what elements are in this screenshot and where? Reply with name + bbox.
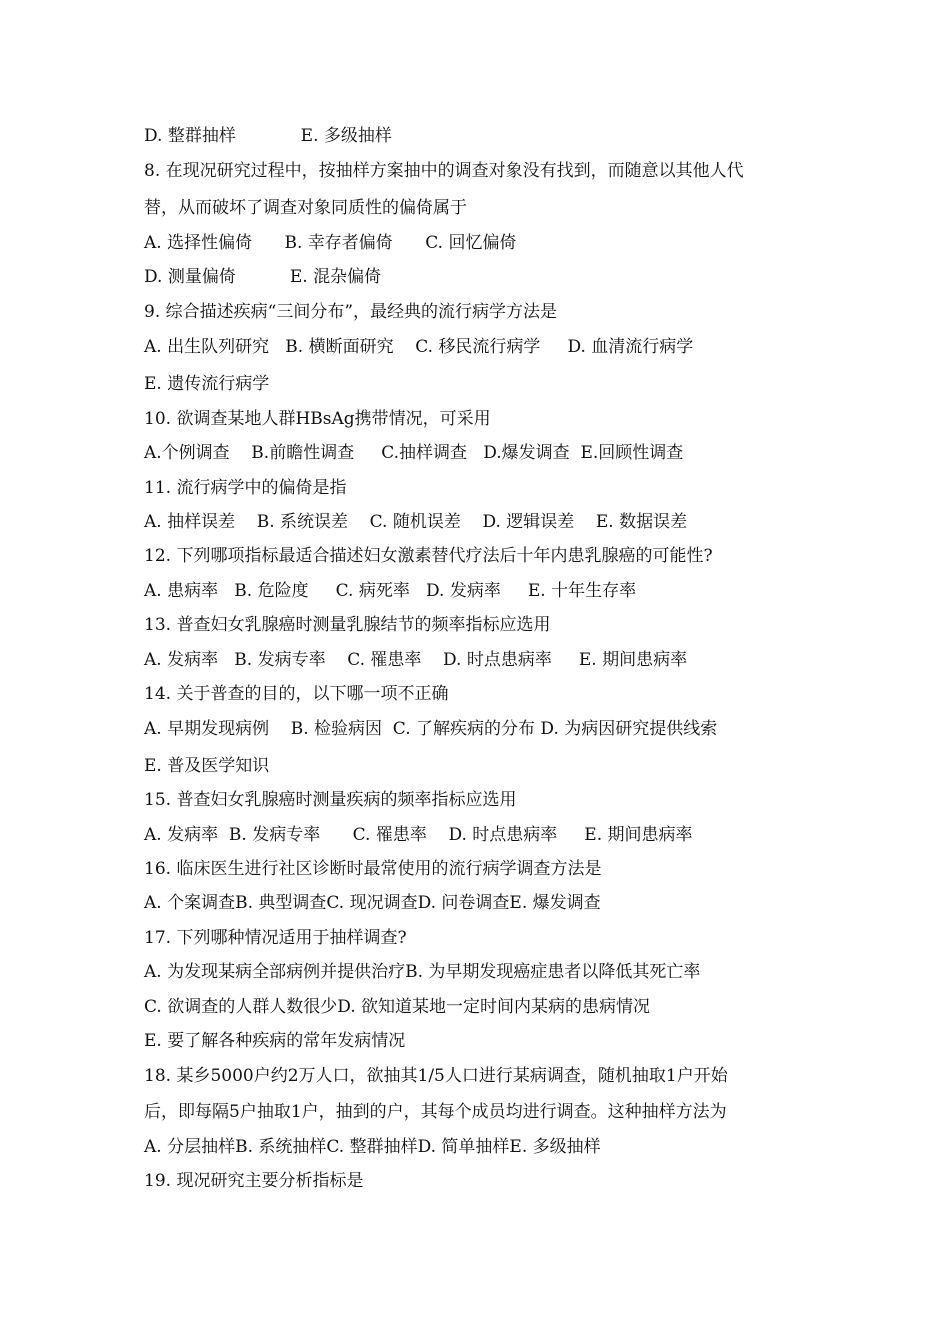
question-8: 8. 在现况研究过程中，按抽样方案抽中的调查对象没有找到，而随意以其他人代 (144, 161, 744, 181)
answer-options: A. 发病率 B. 发病专率 C. 罹患率 D. 时点患病率 E. 期间患病率 (144, 825, 693, 845)
question-15: 15. 普查妇女乳腺癌时测量疾病的频率指标应选用 (144, 790, 517, 810)
question-10: 10. 欲调查某地人群HBsAg携带情况，可采用 (144, 409, 491, 429)
answer-options: A. 个案调查B. 典型调查C. 现况调查D. 问卷调查E. 爆发调查 (144, 893, 601, 913)
question-11: 11. 流行病学中的偏倚是指 (144, 478, 347, 498)
question-17: 17. 下列哪种情况适用于抽样调查? (144, 928, 407, 948)
question-9: 9. 综合描述疾病“三间分布”，最经典的流行病学方法是 (144, 302, 558, 322)
answer-options: A. 选择性偏倚 B. 幸存者偏倚 C. 回忆偏倚 (144, 233, 517, 253)
text-line: 替，从而破坏了调查对象同质性的偏倚属于 (144, 198, 467, 218)
answer-options: A. 患病率 B. 危险度 C. 病死率 D. 发病率 E. 十年生存率 (144, 581, 637, 601)
answer-options: E. 遗传流行病学 (144, 374, 270, 394)
question-14: 14. 关于普查的目的，以下哪一项不正确 (144, 684, 449, 704)
answer-options: E. 要了解各种疾病的常年发病情况 (144, 1031, 406, 1051)
answer-options: A. 发病率 B. 发病专率 C. 罹患率 D. 时点患病率 E. 期间患病率 (144, 650, 688, 670)
answer-options: A. 分层抽样B. 系统抽样C. 整群抽样D. 简单抽样E. 多级抽样 (144, 1137, 601, 1157)
answer-options: E. 普及医学知识 (144, 756, 270, 776)
answer-options: A.个例调查 B.前瞻性调查 C.抽样调查 D.爆发调查 E.回顾性调查 (144, 443, 684, 463)
question-16: 16. 临床医生进行社区诊断时最常使用的流行病学调查方法是 (144, 859, 602, 879)
answer-options: A. 为发现某病全部病例并提供治疗B. 为早期发现癌症患者以降低其死亡率 (144, 962, 701, 982)
question-18: 18. 某乡5000户约2万人口，欲抽其1/5人口进行某病调查，随机抽取1户开始 (144, 1066, 728, 1086)
answer-options: C. 欲调查的人群人数很少D. 欲知道某地一定时间内某病的患病情况 (144, 997, 651, 1017)
question-19: 19. 现况研究主要分析指标是 (144, 1171, 364, 1191)
answer-options: A. 早期发现病例 B. 检验病因 C. 了解疾病的分布 D. 为病因研究提供线索 (144, 719, 718, 739)
answer-options: A. 抽样误差 B. 系统误差 C. 随机误差 D. 逻辑误差 E. 数据误差 (144, 512, 688, 532)
question-13: 13. 普查妇女乳腺癌时测量乳腺结节的频率指标应选用 (144, 615, 551, 635)
answer-options: A. 出生队列研究 B. 横断面研究 C. 移民流行病学 D. 血清流行病学 (144, 337, 694, 357)
answer-options: D. 测量偏倚 E. 混杂偏倚 (144, 267, 382, 287)
text-line: 后，即每隔5户抽取1户，抽到的户，其每个成员均进行调查。这种抽样方法为 (144, 1102, 727, 1122)
question-12: 12. 下列哪项指标最适合描述妇女激素替代疗法后十年内患乳腺癌的可能性? (144, 546, 713, 566)
text-line: D. 整群抽样 E. 多级抽样 (144, 126, 392, 146)
